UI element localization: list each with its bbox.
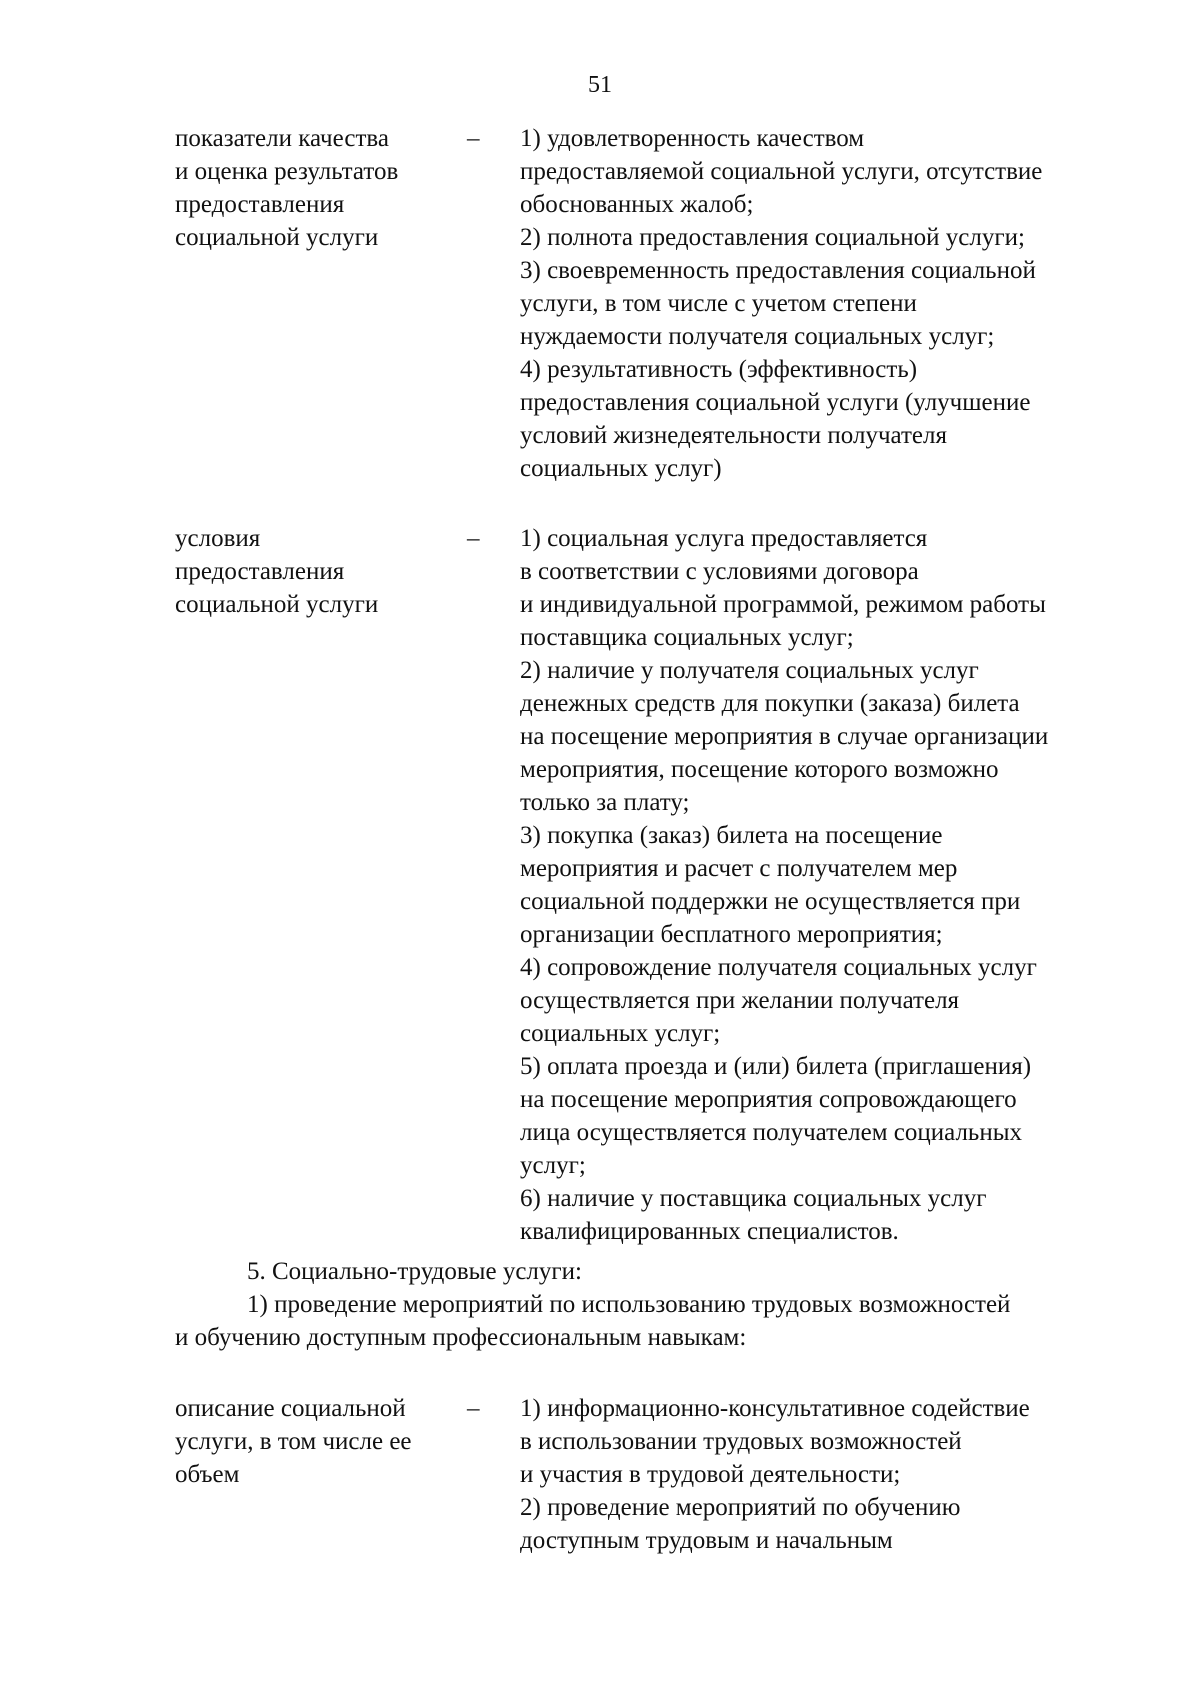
desc-line: 3) покупка (заказ) билета на посещение (520, 822, 943, 849)
desc-line: услуг; (520, 1152, 586, 1179)
page-number: 51 (588, 72, 612, 98)
desc-line: условий жизнедеятельности получателя (520, 422, 947, 449)
term-line: описание социальной (175, 1395, 406, 1422)
desc-line: поставщика социальных услуг; (520, 624, 854, 651)
dash-separator: – (467, 525, 480, 552)
desc-line: предоставления социальной услуги (улучшение (520, 389, 1031, 416)
desc-line: мероприятия, посещение которого возможно (520, 756, 999, 783)
desc-line: организации бесплатного мероприятия; (520, 921, 943, 948)
section-social-labor-services (175, 1255, 1135, 1354)
term-line: социальной услуги (175, 591, 379, 618)
desc-line: 4) результативность (эффективность) (520, 356, 918, 383)
desc-line: мероприятия и расчет с получателем мер (520, 855, 958, 882)
desc-line: социальных услуг) (520, 455, 722, 482)
desc-line: и индивидуальной программой, режимом работы (520, 591, 1046, 618)
desc-line: предоставляемой социальной услуги, отсутствие (520, 158, 1043, 185)
desc-line: 3) своевременность предоставления социальной (520, 257, 1036, 284)
term-line: предоставления (175, 191, 345, 218)
term-conditions (175, 522, 445, 621)
desc-line: на посещение мероприятия в случае организации (520, 723, 1049, 750)
description-quality-indicators (520, 122, 1140, 485)
desc-line: 1) информационно-консультативное содействие (520, 1395, 1030, 1422)
desc-line: социальной поддержки не осуществляется при (520, 888, 1021, 915)
desc-line: в использовании трудовых возможностей (520, 1428, 962, 1455)
desc-line: нуждаемости получателя социальных услуг; (520, 323, 995, 350)
desc-line: лица осуществляется получателем социальных (520, 1119, 1023, 1146)
desc-line: квалифицированных специалистов. (520, 1218, 899, 1245)
section-item-line: 1) проведение мероприятий по использованию трудовых возможностей (247, 1291, 1011, 1318)
desc-line: 6) наличие у поставщика социальных услуг (520, 1185, 987, 1212)
description-conditions (520, 522, 1140, 1248)
desc-line: в соответствии с условиями договора (520, 558, 919, 585)
dash-separator: – (467, 1395, 480, 1422)
desc-line: обоснованных жалоб; (520, 191, 754, 218)
term-line: услуги, в том числе ее (175, 1428, 412, 1455)
desc-line: 5) оплата проезда и (или) билета (приглашения) (520, 1053, 1032, 1080)
term-line: показатели качества (175, 125, 389, 152)
desc-line: и участия в трудовой деятельности; (520, 1461, 901, 1488)
desc-line: осуществляется при желании получателя (520, 987, 960, 1014)
term-line: предоставления (175, 558, 345, 585)
term-line: условия (175, 525, 261, 552)
term-service-description (175, 1392, 445, 1491)
desc-line: услуги, в том числе с учетом степени (520, 290, 917, 317)
desc-line: доступным трудовым и начальным (520, 1527, 893, 1554)
term-line: и оценка результатов (175, 158, 399, 185)
section-heading: 5. Социально-трудовые услуги: (247, 1258, 582, 1285)
section-item-line: и обучению доступным профессиональным навыкам: (175, 1324, 747, 1351)
term-line: объем (175, 1461, 240, 1488)
desc-line: 2) проведение мероприятий по обучению (520, 1494, 961, 1521)
description-service (520, 1392, 1140, 1557)
desc-line: денежных средств для покупки (заказа) билета (520, 690, 1020, 717)
desc-line: 1) удовлетворенность качеством (520, 125, 865, 152)
term-quality-indicators (175, 122, 445, 254)
term-line: социальной услуги (175, 224, 379, 251)
dash-separator: – (467, 125, 480, 152)
desc-line: 1) социальная услуга предоставляется (520, 525, 928, 552)
desc-line: социальных услуг; (520, 1020, 721, 1047)
desc-line: на посещение мероприятия сопровождающего (520, 1086, 1017, 1113)
desc-line: 2) полнота предоставления социальной услуги; (520, 224, 1025, 251)
desc-line: только за плату; (520, 789, 690, 816)
desc-line: 2) наличие у получателя социальных услуг (520, 657, 979, 684)
desc-line: 4) сопровождение получателя социальных услуг (520, 954, 1037, 981)
